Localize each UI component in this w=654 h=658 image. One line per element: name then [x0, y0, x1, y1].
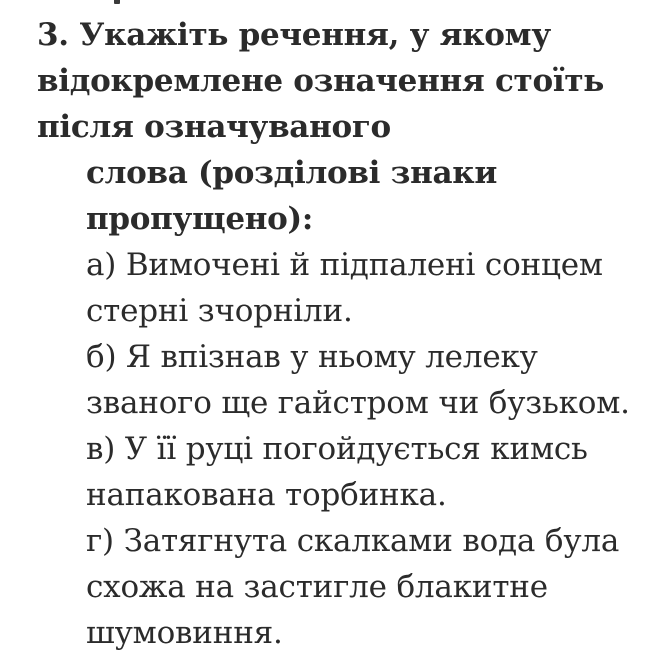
option-line: б) Я впізнав у ньому лелеку — [86, 339, 538, 375]
question-heading — [37, 12, 637, 242]
question-line: після означуваного — [37, 109, 391, 145]
option-line: стерні зчорніли. — [86, 293, 353, 329]
option-g — [86, 518, 646, 656]
option-line: а) Вимочені й підпалені сонцем — [86, 247, 603, 283]
question-line: пропущено): — [86, 201, 314, 237]
option-line: званого ще гайстром чи бузьком. — [86, 385, 630, 421]
question-line: слова (розділові знаки — [86, 155, 498, 191]
cropped-text-fragment — [114, 0, 120, 4]
option-b — [86, 334, 646, 426]
option-a — [86, 242, 646, 334]
option-line: г) Затягнута скалками вода була — [86, 523, 620, 559]
option-line: в) У її руці погойдується кимсь — [86, 431, 588, 467]
option-line: схожа на застигле блакитне — [86, 569, 548, 605]
answer-options — [86, 242, 646, 656]
option-line: напакована торбинка. — [86, 477, 447, 513]
question-line: 3. Укажіть речення, у якому — [37, 17, 551, 53]
question-line: відокремлене означення стоїть — [37, 63, 604, 99]
option-line: шумовиння. — [86, 615, 283, 651]
option-v — [86, 426, 646, 518]
